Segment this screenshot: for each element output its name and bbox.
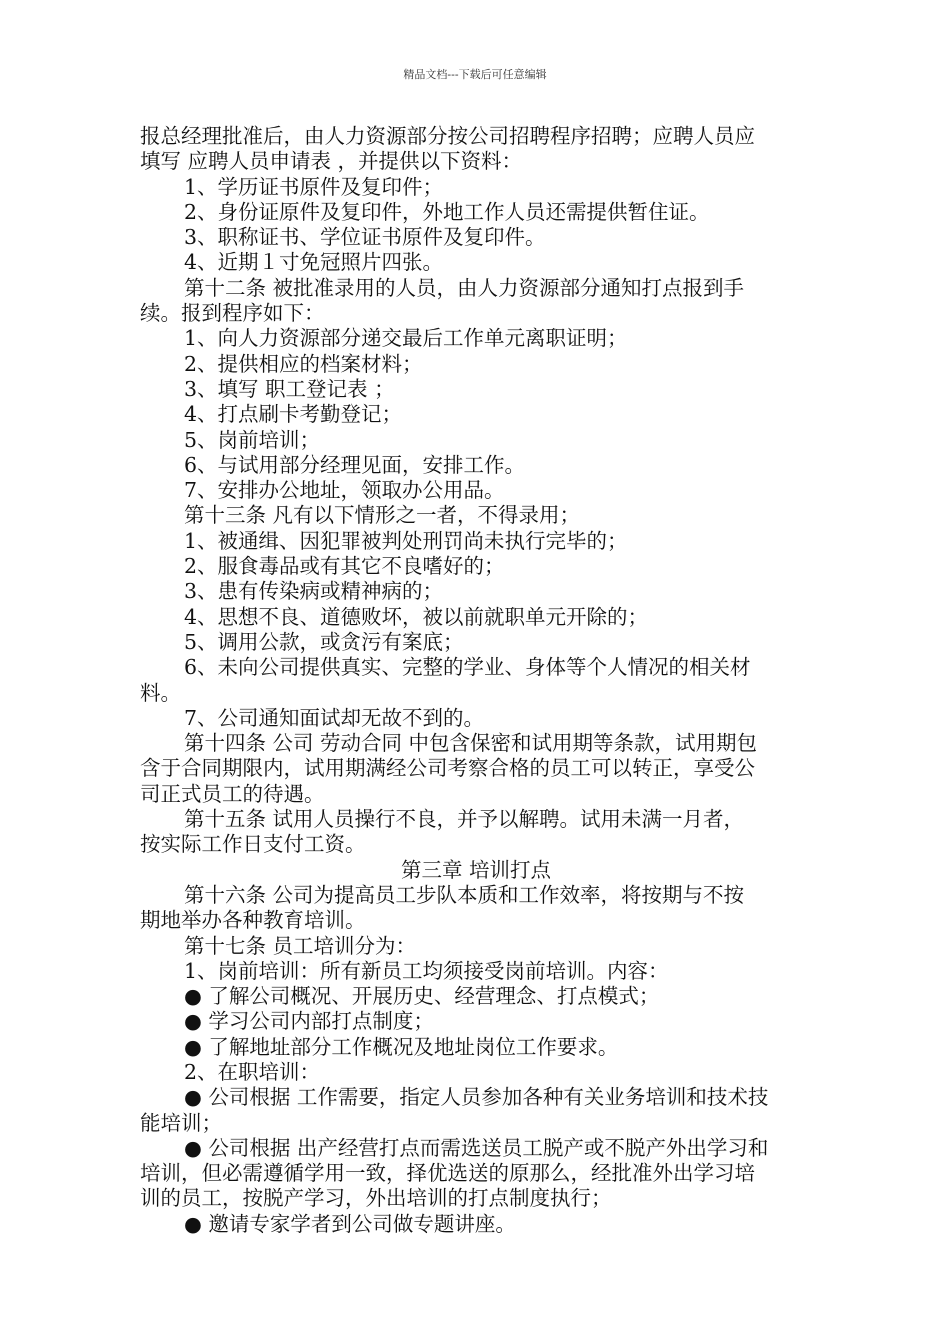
text-line: 4、打点刷卡考勤登记； (184, 402, 403, 427)
text-line: ● 了解公司概况、开展历史、经营理念、打点模式； (184, 984, 660, 1009)
text-line: 报总经理批准后，由人力资源部分按公司招聘程序招聘；应聘人员应 (140, 124, 755, 148)
text-line: ● 邀请专家学者到公司做专题讲座。 (184, 1211, 516, 1236)
text-line: 2、服食毒品或有其它不良嗜好的； (184, 554, 505, 579)
text-line: 含于合同期限内，试用期满经公司考察合格的员工可以转正，享受公 (140, 756, 755, 781)
text-line: 1、向人力资源部分递交最后工作单元离职证明； (184, 326, 628, 351)
text-line: 2、身份证原件及复印件，外地工作人员还需提供暂住证。 (184, 199, 710, 224)
text-line: ● 公司根据 出产经营打点而需选送员工脱产或不脱产外出学习和 (184, 1135, 769, 1160)
text-line: 5、岗前培训； (184, 427, 321, 452)
text-line: 填写 应聘人员申请表 ，并提供以下资料： (140, 149, 523, 174)
text-line: 期地举办各种教育培训。 (140, 908, 366, 933)
text-line: 训的员工，按脱产学习，外出培训的打点制度执行； (140, 1186, 612, 1211)
text-line: 5、调用公款，或贪污有案底； (184, 629, 464, 654)
text-line: 3、患有传染病或精神病的； (184, 579, 444, 604)
text-line: 1、学历证书原件及复印件； (184, 174, 444, 199)
text-line: 司正式员工的待遇。 (140, 781, 325, 806)
text-line: 按实际工作日支付工资。 (140, 832, 366, 857)
text-line: ● 公司根据 工作需要，指定人员参加各种有关业务培训和技术技 (184, 1085, 769, 1110)
page-header: 精品文档---下载后可任意编辑 (403, 68, 547, 81)
text-line: 2、提供相应的档案材料； (184, 351, 423, 376)
text-line: 7、安排办公地址，领取办公用品。 (184, 478, 505, 503)
text-line: 6、与试用部分经理见面，安排工作。 (184, 452, 526, 477)
text-line: 第十三条 凡有以下情形之一者，不得录用； (184, 503, 581, 528)
text-line: 能培训； (140, 1110, 222, 1135)
text-line: 7、公司通知面试却无故不到的。 (184, 705, 485, 730)
chapter-heading: 第三章 培训打点 (400, 857, 552, 882)
text-line: 1、岗前培训：所有新员工均须接受岗前培训。内容： (184, 958, 669, 983)
text-line: 第十六条 公司为提高员工步队本质和工作效率，将按期与不按 (184, 882, 745, 907)
text-line: 6、未向公司提供真实、完整的学业、身体等个人情况的相关材 (184, 655, 751, 680)
text-line: 4、思想不良、道德败坏，被以前就职单元开除的； (184, 604, 649, 629)
text-line: 3、填写 职工登记表 ； (184, 376, 395, 401)
text-line: 培训，但必需遵循学用一致，择优选送的原那么，经批准外出学习培 (140, 1161, 755, 1186)
text-line: 第十二条 被批准录用的人员，由人力资源部分通知打点报到手 (184, 275, 745, 300)
text-line: ● 学习公司内部打点制度； (184, 1009, 434, 1034)
document-body (140, 124, 812, 1237)
text-line: 4、近期１寸免冠照片四张。 (184, 250, 444, 275)
text-line: 第十七条 员工培训分为： (184, 933, 417, 958)
text-line: 第十五条 试用人员操行不良，并予以解聘。试用未满一月者， (184, 807, 745, 832)
text-line: 续。报到程序如下： (140, 301, 325, 326)
text-line: 料。 (140, 680, 181, 705)
text-line: ● 了解地址部分工作概况及地址岗位工作要求。 (184, 1034, 619, 1059)
text-line: 第十四条 公司 劳动合同 中包含保密和试用期等条款，试用期包 (184, 731, 758, 756)
text-line: 3、职称证书、学位证书原件及复印件。 (184, 225, 546, 250)
text-line: 1、被通缉、因犯罪被判处刑罚尚未执行完毕的； (184, 528, 628, 553)
text-line: 2、在职培训： (184, 1059, 321, 1084)
